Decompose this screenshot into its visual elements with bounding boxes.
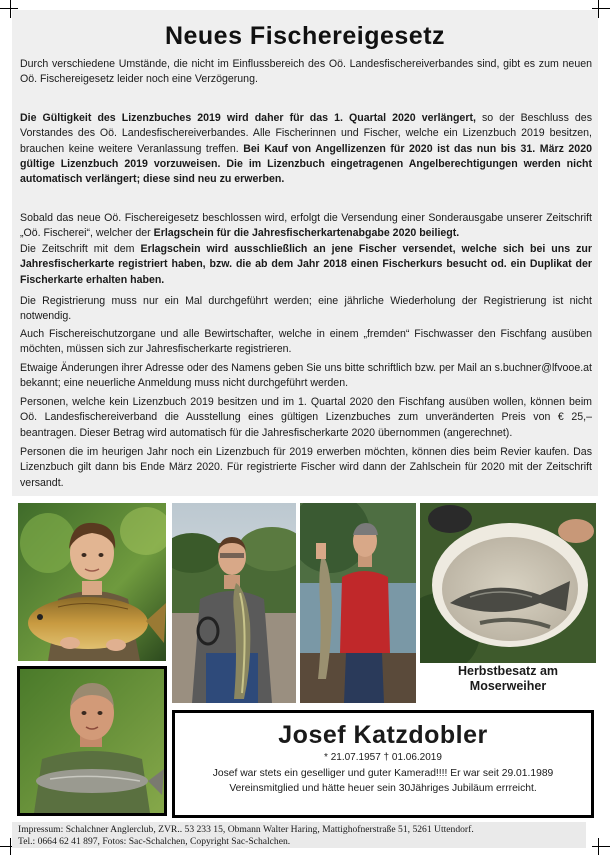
page-title: Neues Fischereigesetz: [164, 22, 446, 50]
text-run: Bei Kauf von Angellizenzen für 2020 ist das nun bis 31. März 2020 gültige Lizenzbuch 2019 vorzuweisen. Die im Lizenzbuch eingetragenen Angelberechtigungen werden nicht automatisch verlängert; diese sind neu zu erwerben.: [20, 142, 592, 186]
text-run: Auch Fischereischutzorgane und alle Bewirtschafter, welche in einem „fremden“ Fischwasser den Fischfang ausüben möchten, müssen sich zur Jahresfischerkarte registrieren.: [20, 328, 592, 356]
crop-mark: [592, 846, 610, 847]
paragraph-5: [20, 294, 592, 325]
text-run: Etwaige Änderungen ihrer Adresse oder des Namens geben Sie uns bitte schriftlich bzw. per Mail an s.buchner@lfvooe.at bekannt; eine neuerliche Anmeldung muss nicht durchgeführt werden.: [20, 362, 592, 390]
memorial-text: Josef war stets ein geselliger und guter Kamerad!!!! Er war seit 29.01.1989 Vereinsmitglied und hätte heuer sein 30Jähriges Jubiläum errreicht.: [212, 768, 554, 794]
paragraph-2: [20, 111, 592, 187]
photo-tub-with-fish: [420, 503, 596, 663]
crop-mark: [598, 838, 599, 855]
footer-impressum: [12, 822, 586, 848]
footer-line-2: Tel.: 0664 62 41 897, Fotos: Sac-Schalchen, Copyright Sac-Schalchen.: [18, 836, 291, 847]
text-run: Durch verschiedene Umstände, die nicht im Einflussbereich des Oö. Landesfischereiverbandes sind, gibt es zum neuen Oö. Fischereigesetz leider noch eine Verzögerung.: [20, 58, 592, 86]
photo-boy-with-carp: [18, 503, 166, 661]
footer-line-1: Impressum: Schalchner Anglerclub, ZVR.. 53 233 15, Obmann Walter Haring, Mattighofnerstraße 51, 5261 Uttendorf.: [18, 824, 474, 835]
memorial-dates: * 21.07.1957 † 01.06.2019: [324, 752, 442, 763]
text-run: Die Gültigkeit des Lizenzbuches 2019 wird daher für das 1. Quartal 2020 verlängert,: [20, 112, 476, 124]
text-run: Personen, welche kein Lizenzbuch 2019 besitzen und im 1. Quartal 2020 den Fischfang ausüben wollen, können beim Oö. Landesfischereiverband die Ausstellung eines gültigen Lizenzbuches zum unveränderten Preis von € 25,– beantragen. Dieser Betrag wird automatisch für die Jahresfischerkarte 2020 übernommen (angerechnet).: [20, 396, 592, 439]
paragraph-4: [20, 242, 592, 288]
paragraph-6: [20, 327, 592, 358]
memorial-box: [172, 710, 594, 818]
text-run: Personen die im heurigen Jahr noch ein Lizenzbuch für 2019 erwerben möchten, können dies beim Revier kaufen. Das Lizenzbuch gilt dann bis Ende März 2020. Für registrierte Fischer wird dann der Zahlschein für 2020 mit der Zeitschrift versandt.: [20, 446, 592, 489]
text-run: Die Registrierung muss nur ein Mal durchgeführt werden; eine jährliche Wiederholung der Registrierung ist nicht notwendig.: [20, 295, 592, 323]
paragraph-3: [20, 211, 592, 242]
paragraph-7: [20, 361, 592, 392]
photo-caption: Herbstbesatz am Moserweiher: [457, 664, 559, 693]
text-run: so der Beschluss des Vorstandes des Oö. Landesfischereiverbandes. Alle Fischerinnen und Fischer, welche ein Lizenzbuch 2019 besitzen, brauchen keine weitere Veranlassung treffen.: [20, 112, 592, 155]
memorial-portrait: [17, 666, 167, 816]
photo-man-with-pike: [172, 503, 296, 703]
paragraph-9: [20, 445, 592, 491]
text-run: Erlagschein wird ausschließlich an jene Fischer versendet, welche sich bei uns zur Jahresfischerkarte registriert haben, bzw. die ab dem Jahr 2018 einen Fischerkurs besucht od. ein Duplikat der Fischerkarte erhalten haben.: [20, 243, 593, 286]
paragraph-1: [20, 57, 592, 88]
crop-mark: [10, 0, 11, 18]
text-run: Sobald das neue Oö. Fischereigesetz beschlossen wird, erfolgt die Versendung einer Sonderausgabe unserer Zeitschrift „Oö. Fischerei“, welcher der: [20, 212, 592, 240]
paragraph-8: [20, 395, 592, 441]
crop-mark: [592, 8, 610, 9]
text-run: Erlagschein für die Jahresfischerkartenabgabe 2020 beiliegt.: [153, 227, 460, 240]
photo-man-in-red-shirt: [300, 503, 416, 703]
crop-mark: [0, 8, 18, 9]
crop-mark: [10, 838, 11, 855]
memorial-name: Josef Katzdobler: [278, 721, 488, 749]
text-run: Die Zeitschrift mit dem: [20, 243, 141, 255]
crop-mark: [598, 0, 599, 18]
